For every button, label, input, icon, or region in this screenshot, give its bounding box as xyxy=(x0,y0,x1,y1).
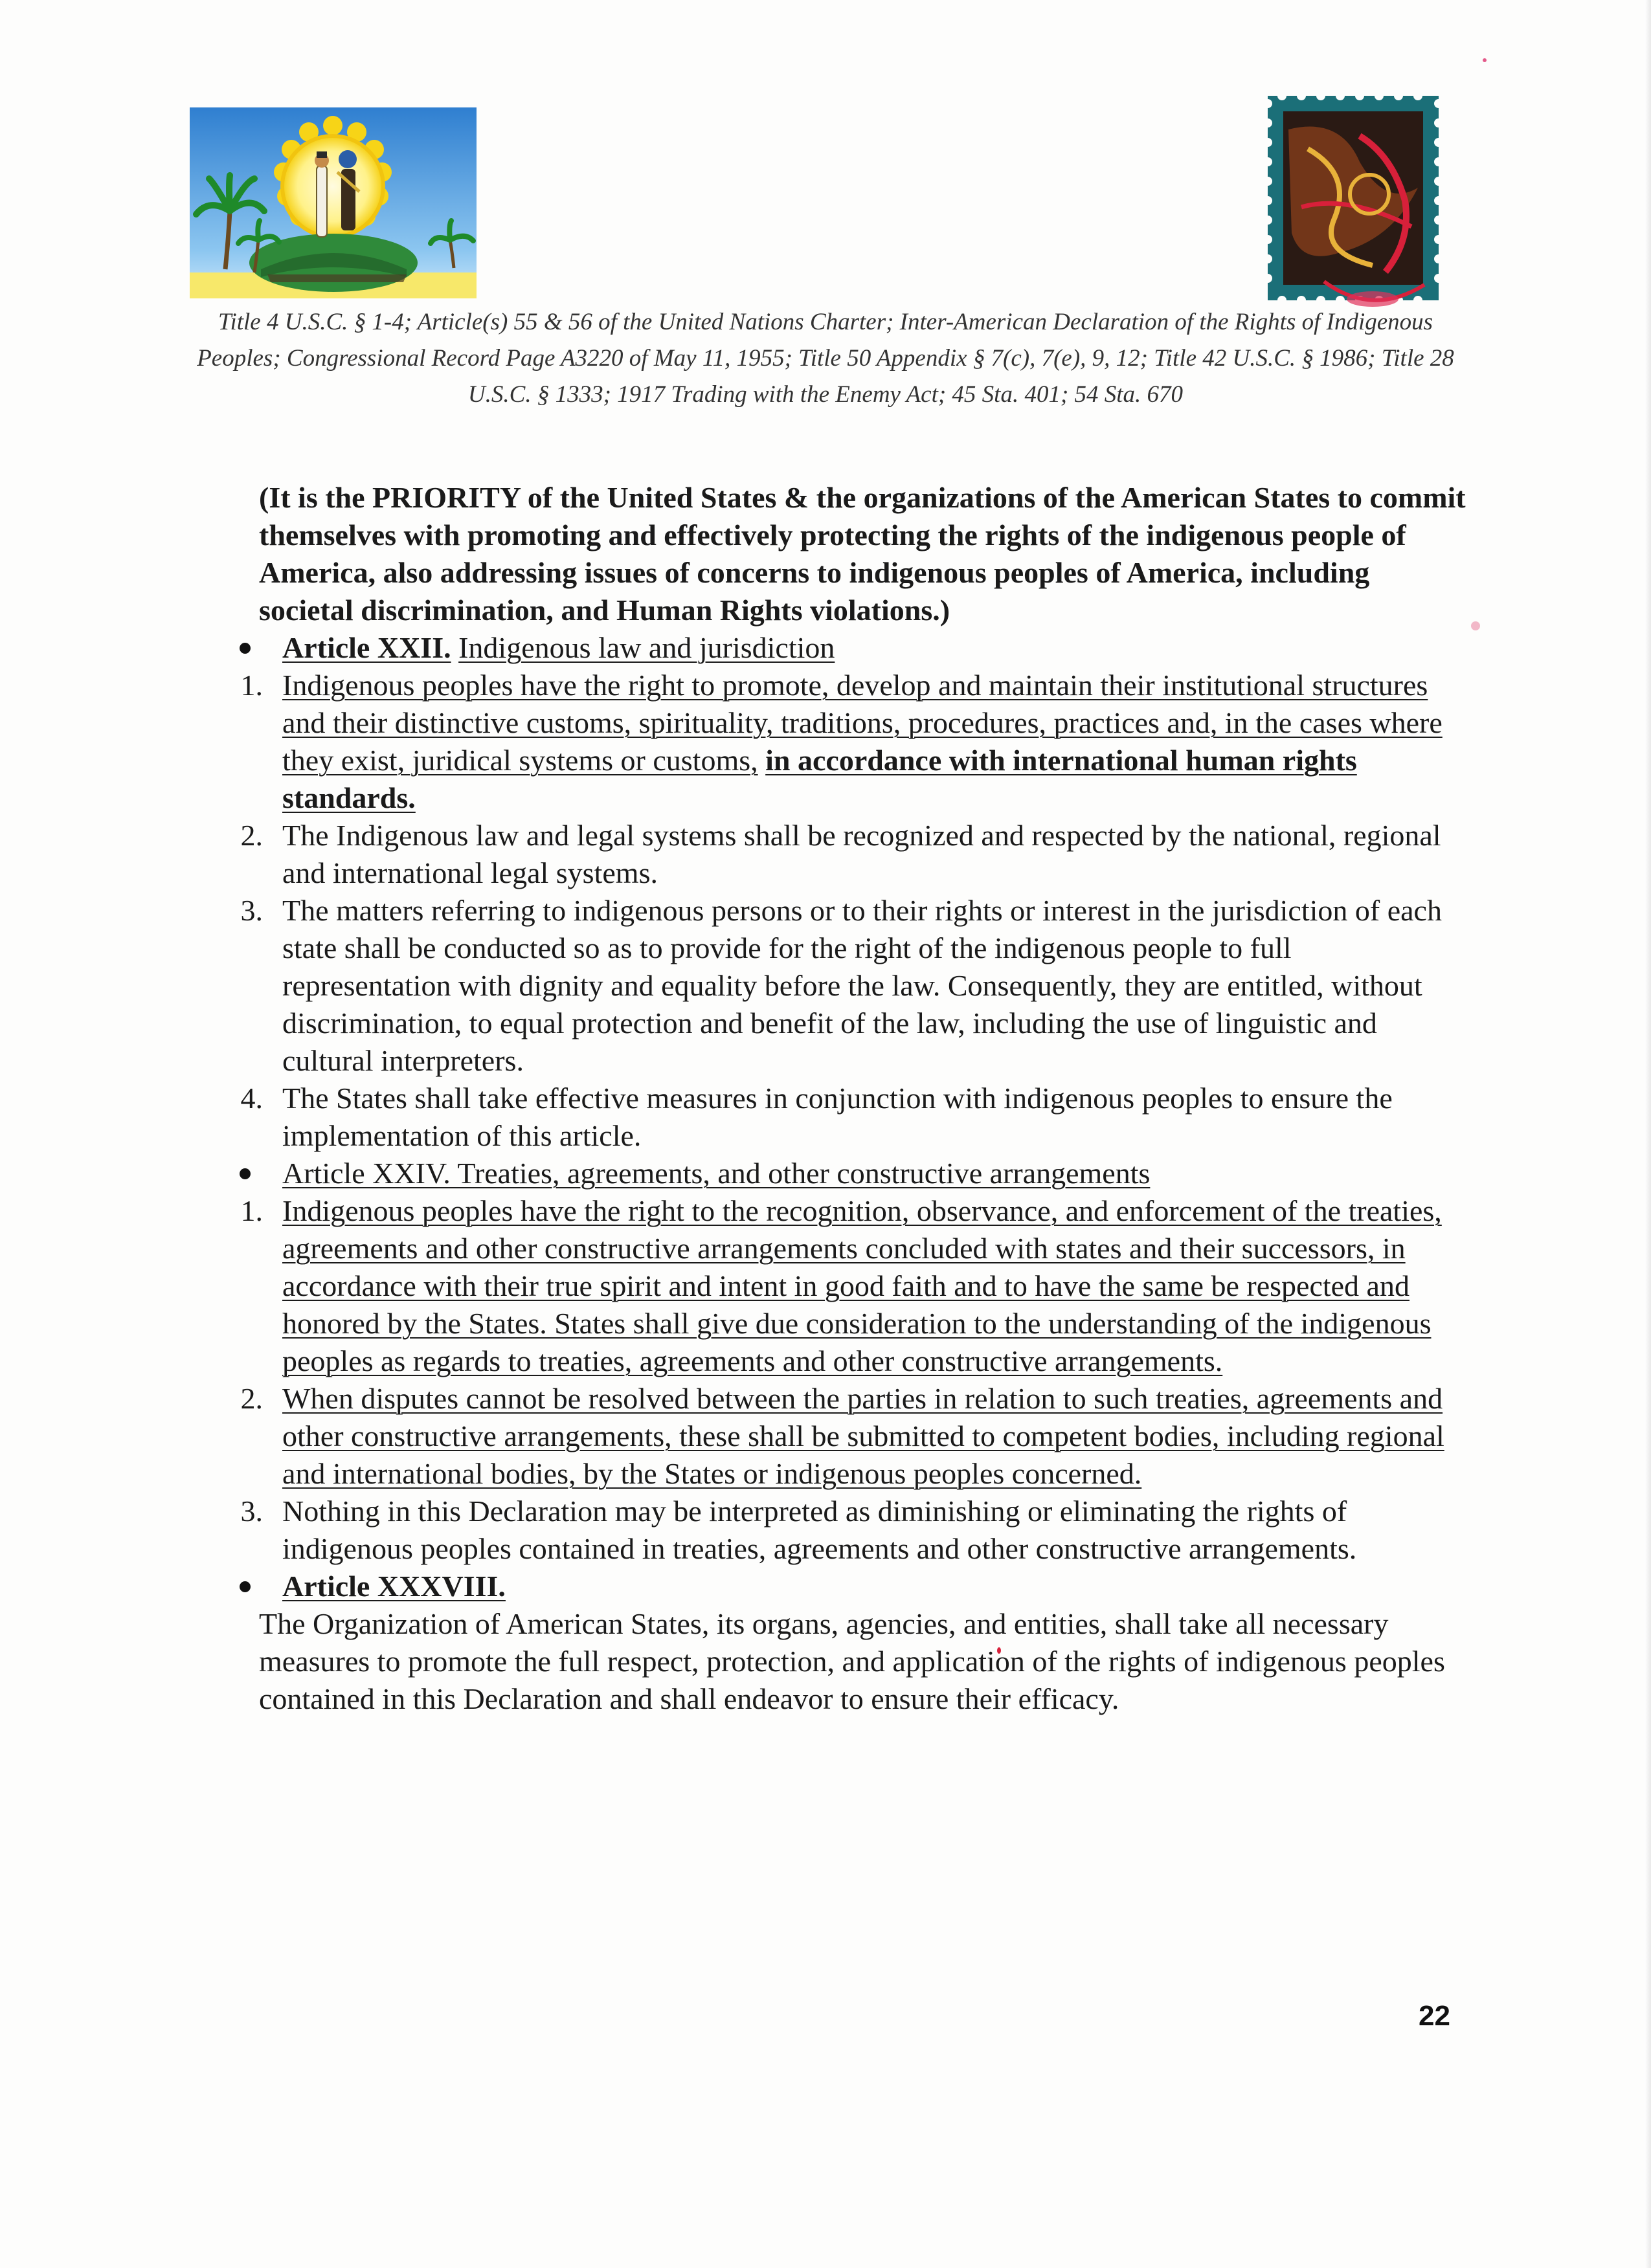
indigenous-flag-logo xyxy=(190,107,477,298)
list-number: 2. xyxy=(240,819,263,852)
article-xxii-subtitle: Indigenous law and jurisdiction xyxy=(458,631,835,664)
decorative-speck xyxy=(1471,621,1480,630)
list-item xyxy=(220,1192,1450,1380)
list-number: 1. xyxy=(240,1194,263,1227)
document-body xyxy=(220,479,1466,1718)
list-item xyxy=(220,1080,1450,1155)
list-item xyxy=(220,892,1450,1080)
list-item-text: The States shall take effective measures in conjunction with indigenous peoples to ensure the implementation of this article. xyxy=(282,1082,1393,1152)
list-item-bold-text: in accordance with international human rights standards. xyxy=(282,744,1357,814)
list-number: 2. xyxy=(240,1382,263,1415)
list-item xyxy=(220,817,1450,892)
decorative-speck xyxy=(1483,58,1487,62)
priority-statement: (It is the PRIORITY of the United States & the organizations of the American States to commit themselves with promoting and effectively protecting the rights of the indigenous people of America, also addressing issues of concerns to indigenous peoples of America, including societal discrimination, and Human Rights violations.) xyxy=(259,481,1466,627)
list-item xyxy=(220,667,1450,817)
list-item-text: When disputes cannot be resolved between the parties in relation to such treaties, agreements and other constructive arrangements, these shall be submitted to competent bodies, including regional and international bodies, by the States or indigenous peoples concerned. xyxy=(282,1382,1444,1490)
article-xxxviii-text: The Organization of American States, its organs, agencies, and entities, shall take all necessary measures to promote the full respect, protection, and application of the rights of indigenous peoples contained in this Declaration and shall endeavor to ensure their efficacy. xyxy=(259,1607,1445,1715)
article-xxii-bullet xyxy=(220,629,1450,667)
list-item-text: The Indigenous law and legal systems shall be recognized and respected by the national, regional and international legal systems. xyxy=(282,819,1441,889)
article-xxxviii-heading: Article XXXVIII. xyxy=(282,1570,506,1603)
page-number: 22 xyxy=(1419,2000,1450,2032)
list-number: 4. xyxy=(240,1082,263,1115)
list-item-text: Indigenous peoples have the right to the recognition, observance, and enforcement of the treaties, agreements and other constructive arrangements concluded with states and their successors, in accordance with their true spirit and intent in good faith and to have the same be respected and honored by the States. States shall give due consideration to the understanding of the indigenous peoples as regards to treaties, agreements and other constructive arrangements. xyxy=(282,1194,1442,1377)
article-xxxviii-bullet xyxy=(220,1568,1450,1605)
list-item xyxy=(220,1380,1450,1493)
list-number: 3. xyxy=(240,894,263,927)
bullet-icon xyxy=(240,1581,251,1592)
list-item-text: The matters referring to indigenous persons or to their rights or interest in the jurisdiction of each state shall be conducted so as to provide for the right of the indigenous people to full representation with dignity and equality before the law. Consequently, they are entitled, without discrimination, to equal protection and benefit of the law, including the use of linguistic and cultural interpreters. xyxy=(282,894,1442,1077)
article-xxiv-bullet xyxy=(220,1155,1450,1192)
list-item-text: Nothing in this Declaration may be interpreted as diminishing or eliminating the rights of indigenous peoples contained in treaties, agreements and other constructive arrangements. xyxy=(282,1495,1357,1565)
list-item xyxy=(220,1493,1450,1568)
page-edge-shadow xyxy=(1645,0,1651,2268)
bullet-icon xyxy=(240,643,251,654)
list-number: 3. xyxy=(240,1495,263,1528)
article-xxii-heading: Article XXII. xyxy=(282,631,451,664)
seal-stamp-image xyxy=(1263,91,1444,317)
legal-citation-header: Title 4 U.S.C. § 1-4; Article(s) 55 & 56 of the United Nations Charter; Inter-American Declaration of the Rights of Indigenous Peoples; Congressional Record Page A3220 of May 11, 1955; Title 50 Appendix § 7(c), 7(e), 9, 12; Title 42 U.S.C. § 1986; Title 28 U.S.C. § 1333; 1917 Trading with the Enemy Act; 45 Sta. 401; 54 Sta. 670 xyxy=(197,309,1454,408)
article-xxiv-heading: Article XXIV. Treaties, agreements, and other constructive arrangements xyxy=(282,1157,1151,1190)
bullet-icon xyxy=(240,1168,251,1179)
list-number: 1. xyxy=(240,669,263,702)
list-item-text: Indigenous peoples have the right to promote, develop and maintain their institutional structures and their distinctive customs, spirituality, traditions, procedures, practices and, in the cases where they exist, juridical systems or customs, xyxy=(282,669,1443,777)
